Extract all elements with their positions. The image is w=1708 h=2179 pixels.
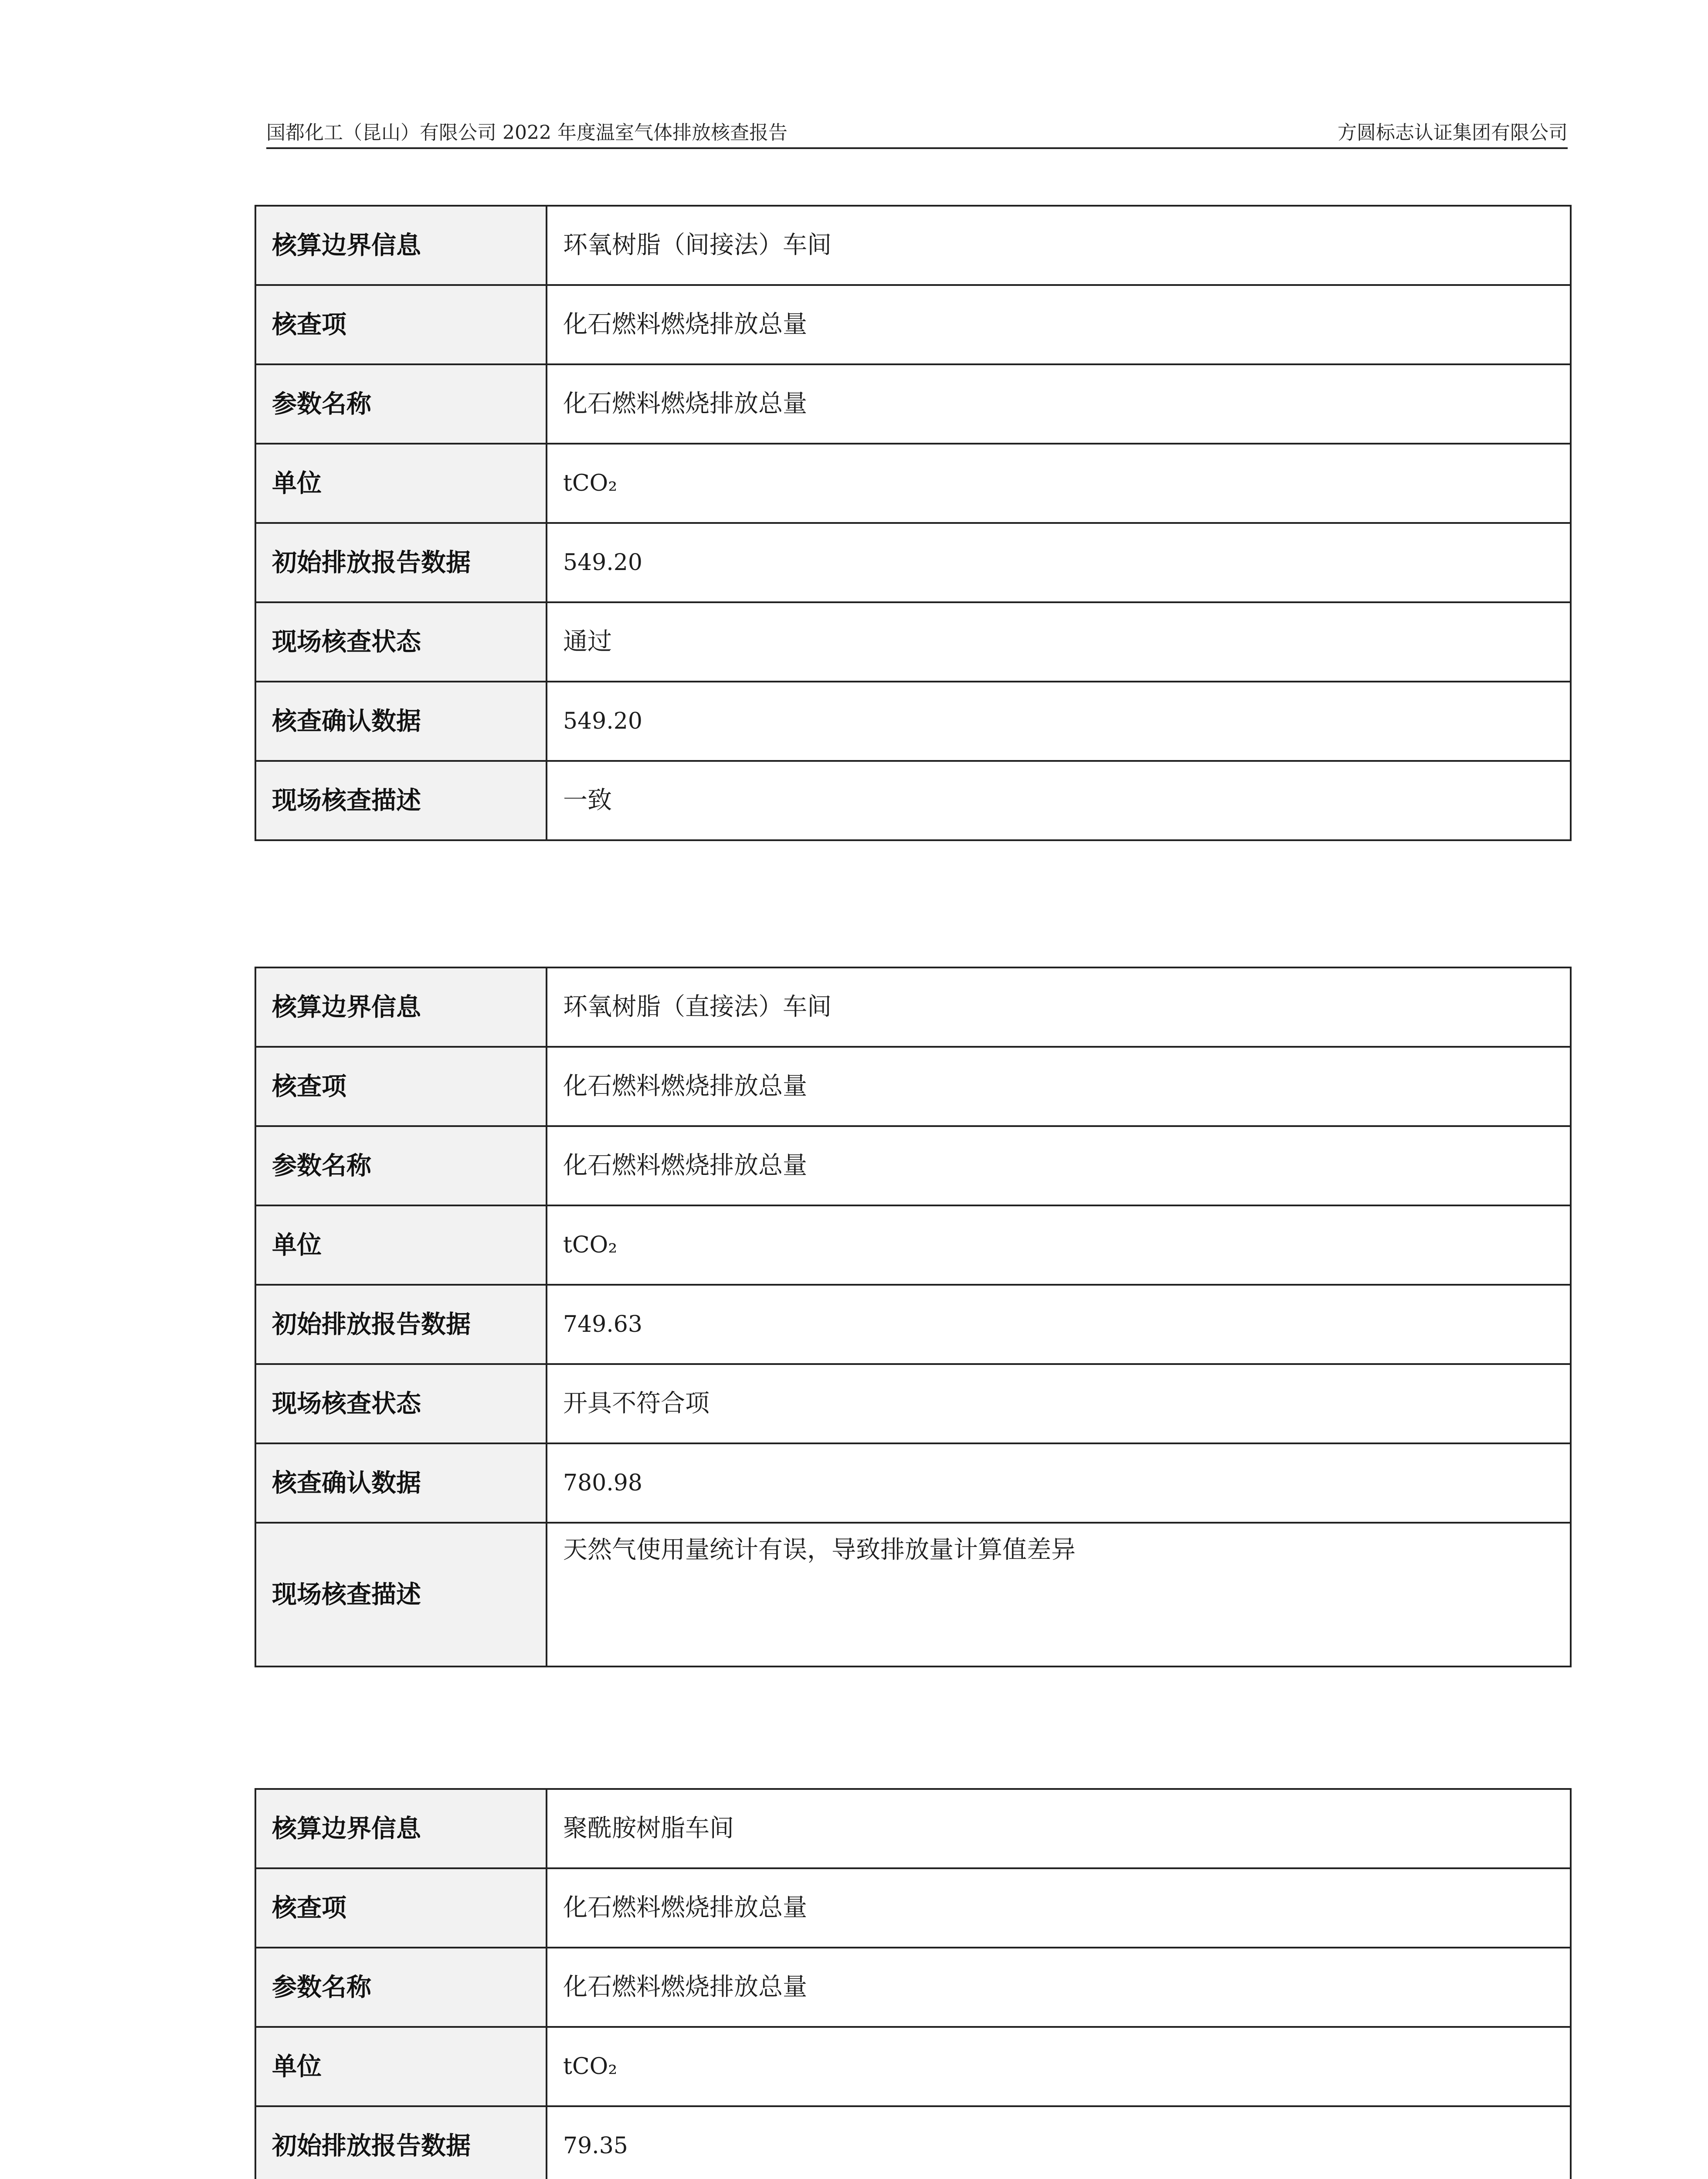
row-value-confirmed-data: 780.98 (547, 1443, 1571, 1523)
row-label-onsite-status: 现场核查状态 (255, 602, 547, 682)
table-row (255, 1126, 1571, 1205)
row-value-initial-data: 79.35 (547, 2106, 1571, 2179)
row-label-onsite-description: 现场核查描述 (255, 1523, 547, 1666)
row-value-onsite-status: 开具不符合项 (547, 1364, 1571, 1443)
table-row (255, 2027, 1571, 2106)
table-row (255, 1205, 1571, 1285)
row-value-parameter: 化石燃料燃烧排放总量 (547, 364, 1571, 444)
row-label-check-item: 核查项 (255, 285, 547, 364)
row-label-initial-data: 初始排放报告数据 (255, 523, 547, 602)
row-value-unit: tCO₂ (547, 1205, 1571, 1285)
row-value-check-item: 化石燃料燃烧排放总量 (547, 285, 1571, 364)
table-row (255, 444, 1571, 523)
table-row (255, 1364, 1571, 1443)
row-label-initial-data: 初始排放报告数据 (255, 2106, 547, 2179)
page-header (266, 119, 1568, 149)
table-row (255, 1047, 1571, 1126)
row-label-unit: 单位 (255, 2027, 547, 2106)
table-row (255, 1443, 1571, 1523)
table-row (255, 1868, 1571, 1948)
table-row (255, 1789, 1571, 1868)
table-row (255, 1523, 1571, 1666)
row-value-confirmed-data: 549.20 (547, 682, 1571, 761)
row-value-initial-data: 549.20 (547, 523, 1571, 602)
row-value-onsite-status: 通过 (547, 602, 1571, 682)
row-label-onsite-status: 现场核查状态 (255, 1364, 547, 1443)
table-row (255, 761, 1571, 840)
row-value-check-item: 化石燃料燃烧排放总量 (547, 1868, 1571, 1948)
verification-table-3 (255, 1788, 1572, 2179)
table-row (255, 1948, 1571, 2027)
table-row (255, 523, 1571, 602)
row-label-initial-data: 初始排放报告数据 (255, 1285, 547, 1364)
table-row (255, 285, 1571, 364)
row-label-confirmed-data: 核查确认数据 (255, 1443, 547, 1523)
table-row (255, 364, 1571, 444)
table-row (255, 602, 1571, 682)
row-value-unit: tCO₂ (547, 2027, 1571, 2106)
row-value-parameter: 化石燃料燃烧排放总量 (547, 1948, 1571, 2027)
row-value-onsite-description: 一致 (547, 761, 1571, 840)
row-label-parameter: 参数名称 (255, 1126, 547, 1205)
issuer-name: 方圆标志认证集团有限公司 (1338, 122, 1568, 144)
row-label-boundary: 核算边界信息 (255, 1789, 547, 1868)
verification-table-2 (255, 967, 1572, 1667)
table-row (255, 682, 1571, 761)
row-value-onsite-description: 天然气使用量统计有误，导致排放量计算值差异 (547, 1523, 1571, 1666)
row-label-confirmed-data: 核查确认数据 (255, 682, 547, 761)
row-label-check-item: 核查项 (255, 1868, 547, 1948)
row-value-parameter: 化石燃料燃烧排放总量 (547, 1126, 1571, 1205)
row-value-check-item: 化石燃料燃烧排放总量 (547, 1047, 1571, 1126)
row-label-onsite-description: 现场核查描述 (255, 761, 547, 840)
row-label-parameter: 参数名称 (255, 1948, 547, 2027)
row-value-initial-data: 749.63 (547, 1285, 1571, 1364)
table-row (255, 206, 1571, 285)
row-label-unit: 单位 (255, 444, 547, 523)
row-label-unit: 单位 (255, 1205, 547, 1285)
row-value-boundary: 聚酰胺树脂车间 (547, 1789, 1571, 1868)
report-title: 国都化工（昆山）有限公司 2022 年度温室气体排放核查报告 (266, 122, 788, 144)
row-label-parameter: 参数名称 (255, 364, 547, 444)
row-value-boundary: 环氧树脂（直接法）车间 (547, 967, 1571, 1047)
row-label-boundary: 核算边界信息 (255, 206, 547, 285)
table-row (255, 2106, 1571, 2179)
table-row (255, 1285, 1571, 1364)
row-label-check-item: 核查项 (255, 1047, 547, 1126)
row-value-boundary: 环氧树脂（间接法）车间 (547, 206, 1571, 285)
row-label-boundary: 核算边界信息 (255, 967, 547, 1047)
verification-table-1 (255, 205, 1572, 841)
row-value-unit: tCO₂ (547, 444, 1571, 523)
table-row (255, 967, 1571, 1047)
